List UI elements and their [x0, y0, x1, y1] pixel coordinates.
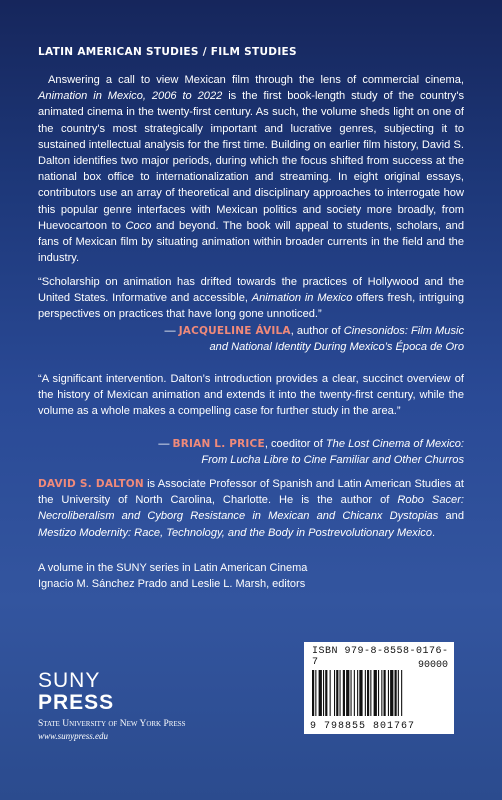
quote2-attribution	[44, 436, 464, 468]
category-label: LATIN AMERICAN STUDIES / FILM STUDIES	[38, 46, 297, 58]
description-part1: Answering a call to view Mexican film through the lens of commercial cinema,	[48, 74, 464, 86]
quote2-text: “A significant intervention. Dalton’s introduction provides a clear, succinct overview of the history of Mexican animation and extends it into the twenty-first century, while the volume as a whole makes a compelling case for further study in the area.”	[38, 373, 464, 418]
quote1-attribution	[44, 323, 464, 355]
quote1-role: , author of	[290, 325, 344, 337]
logo-suny: SUNY	[38, 669, 101, 692]
quote2-role: , coeditor of	[264, 438, 326, 450]
barcode-number: 9 798855 801767	[310, 721, 416, 732]
quote1-work-line2: and National Identity During Mexico’s Época de Oro	[209, 341, 464, 354]
description-part3: and beyond. The book will appeal to students, scholars, and fans of Mexican film by situating animation within broader currents in the field and the industry.	[38, 219, 464, 265]
bio-part3: .	[432, 526, 436, 539]
bio-author-name: DAVID S. DALTON	[38, 478, 144, 490]
quote1-title: Animation in Mexico	[251, 292, 353, 305]
quote1-work-line1: Cinesonidos: Film Music	[343, 325, 464, 337]
isbn-text: ISBN 979-8-8558-0176-7	[312, 646, 449, 668]
bio-part2: and	[438, 510, 464, 523]
quote2-work-line2: From Lucha Libre to Cine Familiar and Other Churros	[201, 454, 464, 467]
publisher-university: State University of New York Press	[38, 719, 186, 729]
endorsement-quote-2	[38, 371, 464, 420]
author-bio	[38, 476, 464, 541]
quote2-dash: —	[158, 438, 173, 450]
series-line-1: A volume in the SUNY series in Latin American Cinema	[38, 562, 308, 574]
publisher-url: www.sunypress.edu	[38, 731, 109, 741]
endorsement-quote-1	[38, 274, 464, 323]
bio-book2: Mestizo Modernity: Race, Technology, and the Body in Postrevolutionary Mexico	[38, 526, 433, 539]
description-coco: Coco	[125, 219, 152, 232]
quote1-part2: offers fresh, intriguing perspectives on practices that have long gone unnoticed.”	[38, 292, 464, 321]
publisher-logo	[38, 670, 186, 741]
description-book-title: Animation in Mexico, 2006 to 2022	[38, 90, 223, 103]
book-description	[38, 72, 464, 266]
quote1-dash: —	[164, 325, 179, 337]
description-part2: is the first book-length study of the country's animated cinema in the twenty-first century. As such, the volume sheds light on one of the country's most strategically important and lucrative genres, subjecting it to sustained intellectual analysis for the first time. Building on earlier film history, David S. Dalton identifies two major periods, during which the focus shifted from success at the national box office to internationalization and streaming. In eight original essays, contributors use an array of theoretical and disciplinary approaches to interrogate how this popular genre interfaces with Mexican politics and society more broadly, from Huevocartoon to	[38, 90, 464, 232]
barcode-bars	[312, 670, 446, 716]
series-line-2: Ignacio M. Sánchez Prado and Leslie L. Marsh, editors	[38, 578, 306, 590]
bio-part1: is Associate Professor of Spanish and Latin American Studies at the University of North Carolina, Charlotte. He is the author of	[38, 478, 464, 507]
quote1-part1: “Scholarship on animation has drifted towards the practices of Hollywood and the United States. Informative and accessible,	[38, 276, 464, 305]
quote2-author-name: BRIAN L. PRICE	[172, 438, 265, 450]
logo-press: PRESS	[38, 691, 115, 714]
quote2-work-line1: The Lost Cinema of Mexico:	[325, 438, 464, 450]
bio-book1: Robo Sacer: Necroliberalism and Cyborg Resistance in Mexican and Chicanx Dystopias	[38, 494, 464, 523]
isbn-barcode	[304, 642, 454, 734]
price-code: 90000	[417, 660, 448, 671]
quote1-author-name: JACQUELINE ÁVILA	[178, 325, 291, 337]
